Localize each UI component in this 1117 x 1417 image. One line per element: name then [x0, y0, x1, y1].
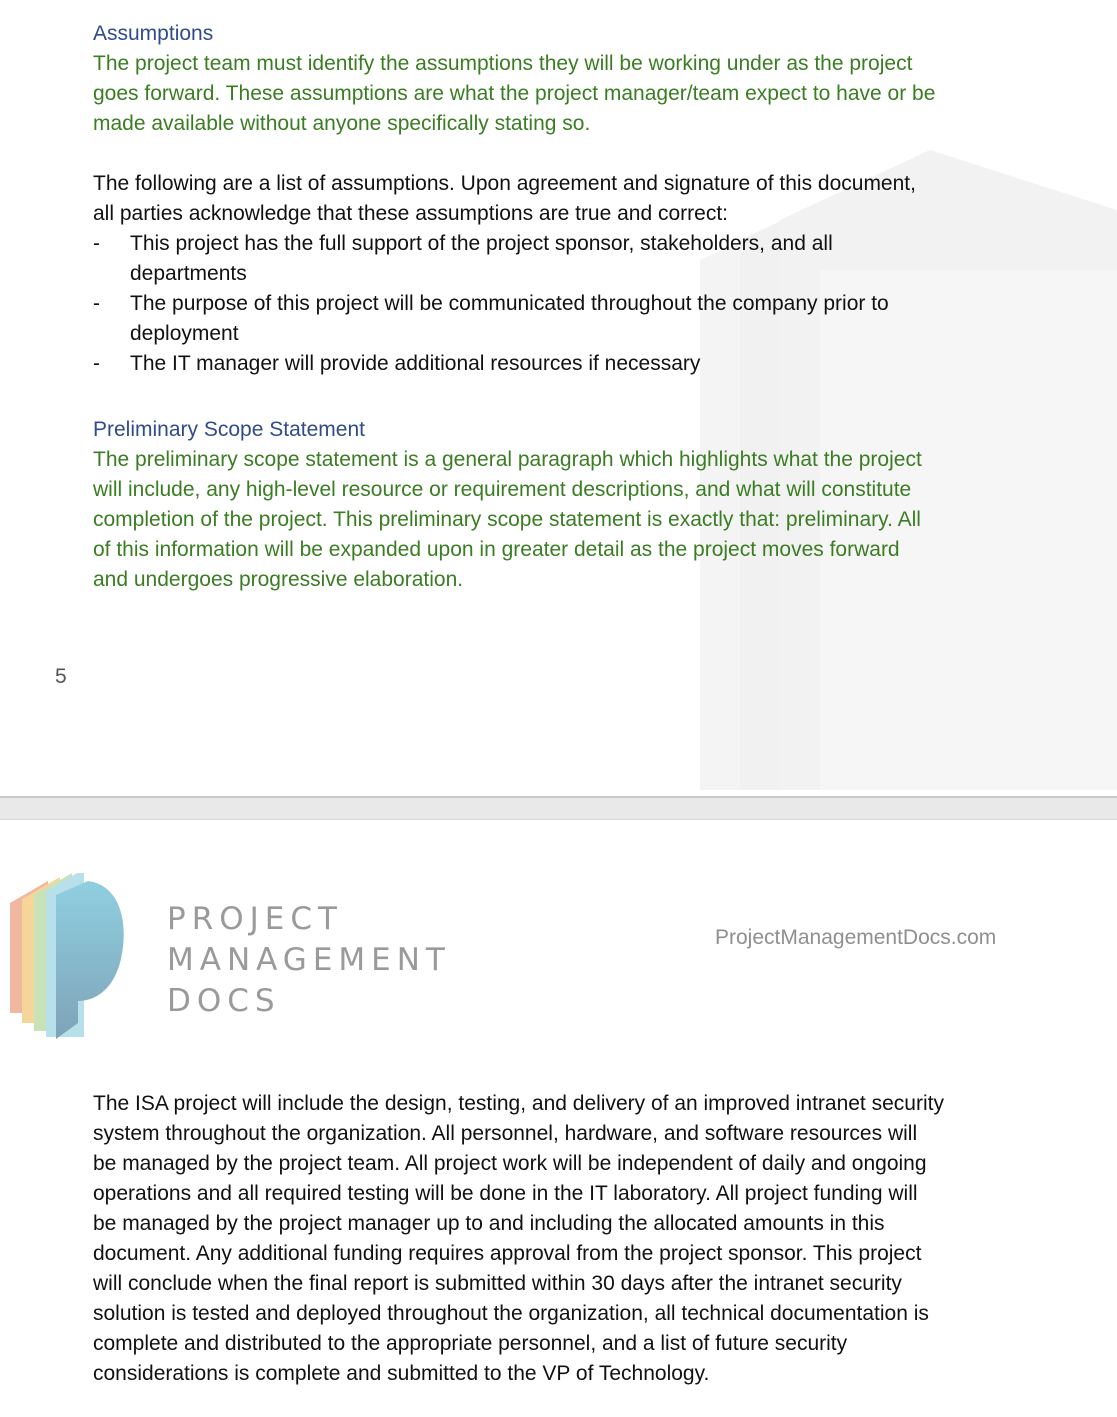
- project-management-docs-logo-icon: [8, 873, 128, 1043]
- text-line: all parties acknowledge that these assumptions are true and correct:: [93, 202, 729, 225]
- assumptions-heading: Assumptions: [93, 22, 214, 45]
- logo-line: MANAGEMENT: [167, 942, 451, 978]
- scope-heading: Preliminary Scope Statement: [93, 418, 365, 441]
- text-line: operations and all required testing will be done in the IT laboratory. All project funding will: [93, 1182, 918, 1205]
- text-line: The purpose of this project will be communicated throughout the company prior to: [130, 292, 889, 315]
- assumptions-list: [93, 229, 993, 379]
- bullet-dash: -: [93, 292, 100, 315]
- page-break-gap: [0, 796, 1117, 820]
- text-line: This project has the full support of the project sponsor, stakeholders, and all: [130, 232, 833, 255]
- assumptions-intro: [93, 169, 1033, 229]
- text-line: departments: [130, 262, 247, 285]
- text-line: The project team must identify the assumptions they will be working under as the project: [93, 52, 913, 75]
- text-line: system throughout the organization. All personnel, hardware, and software resources will: [93, 1122, 918, 1145]
- text-line: be managed by the project team. All project work will be independent of daily and ongoing: [93, 1152, 927, 1175]
- logo-line: PROJECT: [167, 901, 343, 937]
- scope-body: [93, 1089, 1053, 1389]
- text-line: The preliminary scope statement is a general paragraph which highlights what the project: [93, 448, 922, 471]
- list-item: [93, 229, 993, 289]
- text-line: The following are a list of assumptions. Upon agreement and signature of this document,: [93, 172, 916, 195]
- text-line: The IT manager will provide additional resources if necessary: [130, 352, 701, 375]
- text-line: completion of the project. This preliminary scope statement is exactly that: preliminary. All: [93, 508, 921, 531]
- list-item: [93, 289, 993, 349]
- scope-guidance: [93, 445, 1033, 595]
- list-item: [93, 349, 993, 379]
- text-line: The ISA project will include the design, testing, and delivery of an improved intranet security: [93, 1092, 944, 1115]
- text-line: be managed by the project manager up to and including the allocated amounts in this: [93, 1212, 885, 1235]
- text-line: considerations is complete and submitted to the VP of Technology.: [93, 1362, 710, 1385]
- logo-wordmark: [167, 899, 451, 1022]
- bullet-dash: -: [93, 352, 100, 375]
- page-number: 5: [55, 665, 67, 688]
- text-line: deployment: [130, 322, 239, 345]
- text-line: will include, any high-level resource or requirement descriptions, and what will constitute: [93, 478, 912, 501]
- text-line: document. Any additional funding requires approval from the project sponsor. This project: [93, 1242, 922, 1265]
- website-link[interactable]: ProjectManagementDocs.com: [715, 926, 997, 949]
- bullet-dash: -: [93, 232, 100, 255]
- text-line: made available without anyone specifically stating so.: [93, 112, 591, 135]
- logo-line: DOCS: [167, 983, 281, 1019]
- text-line: solution is tested and deployed throughout the organization, all technical documentation is: [93, 1302, 929, 1325]
- assumptions-guidance: [93, 49, 1033, 139]
- text-line: of this information will be expanded upon in greater detail as the project moves forward: [93, 538, 900, 561]
- text-line: will conclude when the final report is submitted within 30 days after the intranet security: [93, 1272, 902, 1295]
- text-line: complete and distributed to the appropriate personnel, and a list of future security: [93, 1332, 848, 1355]
- text-line: goes forward. These assumptions are what the project manager/team expect to have or be: [93, 82, 936, 105]
- text-line: and undergoes progressive elaboration.: [93, 568, 464, 591]
